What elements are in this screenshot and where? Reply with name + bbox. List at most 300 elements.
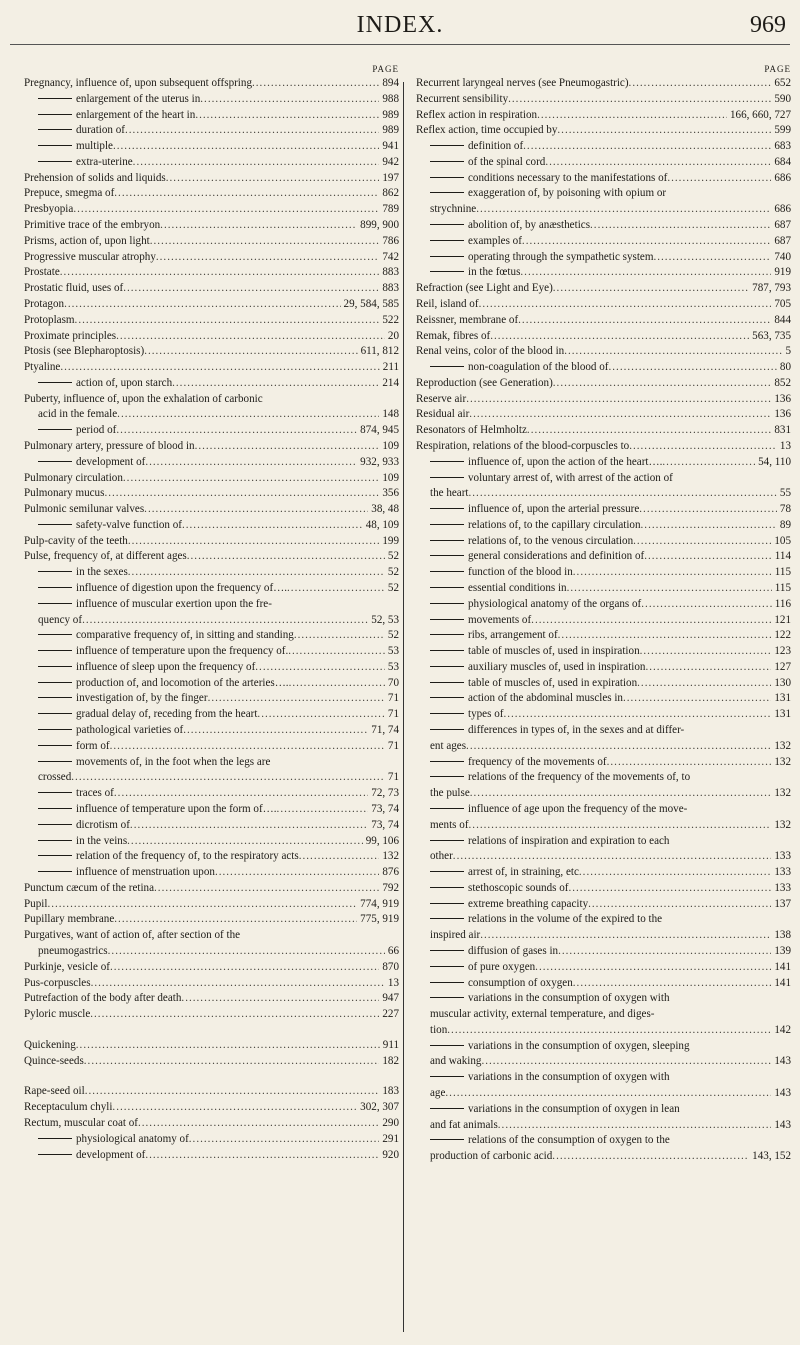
entry-text: Pupillary membrane bbox=[24, 913, 115, 926]
entry-text: Pupil bbox=[24, 897, 48, 910]
entry-page-ref: 66 bbox=[387, 944, 399, 957]
entry-line bbox=[416, 1039, 791, 1055]
entry-line bbox=[24, 818, 399, 834]
page-number: 969 bbox=[750, 12, 786, 38]
entry-text: Refraction (see Light and Eye) bbox=[416, 282, 553, 295]
entry-text: pathological varieties of bbox=[76, 724, 184, 737]
entry-text: physiological anatomy of the organs of bbox=[468, 597, 642, 610]
index-subentry bbox=[24, 123, 399, 139]
entry-text: Protoplasm bbox=[24, 313, 75, 326]
index-subentry bbox=[24, 423, 399, 439]
entry-line bbox=[24, 1054, 399, 1070]
index-subentry bbox=[24, 691, 399, 707]
index-subentry bbox=[416, 644, 791, 660]
index-entry bbox=[416, 297, 791, 313]
entry-text: physiological anatomy of bbox=[76, 1132, 189, 1145]
entry-text: function of the blood in bbox=[468, 566, 573, 579]
index-subentry bbox=[24, 849, 399, 865]
entry-text: voluntary arrest of, with arrest of the action of bbox=[468, 471, 673, 484]
entry-text: Purkinje, vesicle of bbox=[24, 960, 110, 973]
index-subentry bbox=[416, 549, 791, 565]
index-subentry bbox=[24, 644, 399, 660]
dot-leader bbox=[160, 218, 357, 234]
entry-line bbox=[24, 344, 399, 360]
index-subentry bbox=[416, 581, 791, 597]
entry-line bbox=[24, 502, 399, 518]
entry-page-ref: 705 bbox=[774, 297, 791, 310]
dot-leader bbox=[90, 1007, 379, 1023]
entry-text: multiple bbox=[76, 140, 113, 153]
index-subentry bbox=[416, 881, 791, 897]
entry-page-ref: 121 bbox=[774, 613, 791, 626]
entry-page-ref: 899, 900 bbox=[360, 219, 399, 232]
index-subentry bbox=[24, 676, 399, 692]
entry-text: auxiliary muscles of, used in inspiration bbox=[468, 660, 646, 673]
entry-line bbox=[416, 991, 791, 1007]
entry-page-ref: 132 bbox=[774, 787, 791, 800]
entry-line bbox=[416, 707, 791, 723]
subentry-dash bbox=[430, 508, 464, 509]
dot-leader bbox=[71, 770, 385, 786]
entry-page-ref: 687 bbox=[774, 234, 791, 247]
dot-leader bbox=[453, 849, 772, 865]
entry-line bbox=[416, 376, 791, 392]
dot-leader bbox=[110, 960, 379, 976]
entry-line bbox=[24, 392, 399, 408]
dot-leader bbox=[195, 439, 380, 455]
entry-page-ref: 80 bbox=[779, 361, 791, 374]
entry-text: definition of bbox=[468, 140, 524, 153]
index-entry bbox=[24, 392, 399, 424]
entry-text: relation of the frequency of, to the respiratory acts bbox=[76, 850, 299, 863]
dot-leader bbox=[629, 76, 772, 92]
entry-line bbox=[416, 960, 791, 976]
entry-line bbox=[24, 597, 399, 613]
dot-leader bbox=[522, 234, 771, 250]
entry-text: variations in the consumption of oxygen in lean bbox=[468, 1102, 680, 1115]
entry-page-ref: 142 bbox=[774, 1023, 791, 1036]
index-subentry bbox=[24, 723, 399, 739]
dot-leader bbox=[255, 660, 385, 676]
entry-page-ref: 356 bbox=[382, 487, 399, 500]
entry-line bbox=[24, 770, 399, 786]
entry-page-ref: 989 bbox=[382, 108, 399, 121]
dot-leader bbox=[573, 976, 772, 992]
entry-line bbox=[24, 108, 399, 124]
entry-page-ref: 52 bbox=[387, 582, 399, 594]
subentry-dash bbox=[38, 1138, 72, 1139]
header-rule bbox=[10, 44, 790, 45]
entry-text: Reflex action in respiration bbox=[416, 108, 538, 121]
index-subentry bbox=[24, 707, 399, 723]
dot-leader bbox=[288, 644, 385, 660]
entry-text: influence of digestion upon the frequency of…. bbox=[76, 582, 288, 594]
entry-line bbox=[416, 202, 791, 218]
entry-page-ref: 844 bbox=[774, 313, 791, 326]
entry-text: production of, and locomotion of the arteries…. bbox=[76, 676, 289, 689]
index-entry bbox=[416, 392, 791, 408]
entry-line bbox=[24, 865, 399, 881]
entry-text: Primitive trace of the embryon bbox=[24, 219, 161, 232]
entry-line bbox=[416, 329, 791, 345]
entry-page-ref: 89 bbox=[779, 518, 791, 531]
entry-text: Respiration, relations of the blood-corpuscles to bbox=[416, 439, 630, 452]
index-subentry bbox=[416, 502, 791, 518]
subentry-dash bbox=[430, 177, 464, 178]
subentry-dash bbox=[430, 950, 464, 951]
dot-leader bbox=[166, 171, 380, 187]
entry-line bbox=[416, 1118, 791, 1134]
index-subentry bbox=[416, 565, 791, 581]
entry-line bbox=[416, 723, 791, 739]
entry-line bbox=[416, 407, 791, 423]
subentry-dash bbox=[430, 461, 464, 462]
index-subentry bbox=[416, 471, 791, 503]
entry-line bbox=[24, 329, 399, 345]
entry-line bbox=[24, 628, 399, 644]
dot-leader bbox=[535, 960, 771, 976]
subentry-dash bbox=[430, 808, 464, 809]
entry-line bbox=[416, 155, 791, 171]
entry-line bbox=[24, 155, 399, 171]
entry-line bbox=[24, 92, 399, 108]
index-subentry bbox=[24, 865, 399, 881]
subentry-dash bbox=[38, 161, 72, 162]
index-column-left bbox=[24, 64, 399, 1163]
entry-line bbox=[24, 802, 399, 818]
entry-text: form of bbox=[76, 739, 110, 752]
entry-page-ref: 920 bbox=[382, 1148, 399, 1161]
entry-line bbox=[24, 250, 399, 266]
subentry-dash bbox=[430, 161, 464, 162]
entry-page-ref: 852 bbox=[774, 376, 791, 389]
entry-text: Prostate bbox=[24, 266, 60, 279]
entry-text: pneumogastrics bbox=[38, 944, 108, 957]
entry-line bbox=[24, 139, 399, 155]
index-subentry bbox=[416, 155, 791, 171]
entry-line bbox=[24, 76, 399, 92]
entry-line bbox=[24, 565, 399, 581]
dot-leader bbox=[523, 139, 771, 155]
dot-leader bbox=[633, 534, 771, 550]
dot-leader bbox=[60, 265, 380, 281]
index-subentry bbox=[416, 250, 791, 266]
entry-text: Reserve air bbox=[416, 392, 467, 405]
entry-text: enlargement of the heart in bbox=[76, 108, 196, 121]
entry-text: Residual air bbox=[416, 408, 470, 421]
dot-leader bbox=[187, 549, 385, 565]
entry-line bbox=[24, 723, 399, 739]
index-entry bbox=[24, 360, 399, 376]
entry-text: in the veins bbox=[76, 834, 128, 847]
dot-leader bbox=[653, 250, 771, 266]
entry-text: Recurrent laryngeal nerves (see Pneumogastric) bbox=[416, 77, 629, 89]
entry-line bbox=[416, 313, 791, 329]
entry-line bbox=[416, 1023, 791, 1039]
index-entry bbox=[416, 123, 791, 139]
entry-text: relations of inspiration and expiration to each bbox=[468, 834, 670, 847]
entry-page-ref: 136 bbox=[774, 392, 791, 405]
index-subentry bbox=[416, 676, 791, 692]
index-entry bbox=[416, 313, 791, 329]
entry-text: of the spinal cord bbox=[468, 155, 546, 168]
subentry-dash bbox=[430, 982, 464, 983]
index-entry bbox=[24, 329, 399, 345]
entry-page-ref: 611, 812 bbox=[360, 345, 399, 358]
entry-text: consumption of oxygen bbox=[468, 976, 573, 989]
entry-text: investigation of, by the finger bbox=[76, 692, 208, 705]
index-entry bbox=[416, 108, 791, 124]
dot-leader bbox=[73, 202, 379, 218]
dot-leader bbox=[123, 471, 379, 487]
entry-text: variations in the consumption of oxygen, sleeping bbox=[468, 1039, 690, 1052]
index-subentry bbox=[24, 597, 399, 629]
index-subentry bbox=[416, 834, 791, 866]
entry-line bbox=[24, 881, 399, 897]
entry-line bbox=[416, 802, 791, 818]
subentry-dash bbox=[430, 650, 464, 651]
entry-text: non-coagulation of the blood of bbox=[468, 361, 609, 374]
dot-leader bbox=[553, 281, 749, 297]
dot-leader bbox=[640, 644, 772, 660]
subentry-dash bbox=[38, 571, 72, 572]
entry-line bbox=[24, 534, 399, 550]
entry-text: Presbyopia bbox=[24, 203, 74, 216]
index-entry bbox=[24, 234, 399, 250]
index-subentry bbox=[24, 518, 399, 534]
dot-leader bbox=[557, 123, 771, 139]
entry-text: conditions necessary to the manifestations of bbox=[468, 171, 668, 184]
entry-text: influence of temperature upon the form of…. bbox=[76, 802, 277, 815]
entry-page-ref: 302, 307 bbox=[360, 1101, 399, 1114]
entry-text: age bbox=[430, 1087, 446, 1099]
entry-line bbox=[416, 281, 791, 297]
entry-page-ref: 883 bbox=[382, 282, 399, 295]
subentry-dash bbox=[430, 840, 464, 841]
dot-leader bbox=[470, 786, 772, 802]
entry-page-ref: 862 bbox=[382, 187, 399, 200]
entry-text: relations of the consumption of oxygen to the bbox=[468, 1134, 670, 1147]
entry-page-ref: 214 bbox=[382, 376, 399, 389]
subentry-dash bbox=[38, 871, 72, 872]
entry-line bbox=[24, 1038, 399, 1054]
subentry-dash bbox=[430, 603, 464, 604]
entry-line bbox=[24, 755, 399, 771]
dot-leader bbox=[181, 991, 379, 1007]
entry-page-ref: 131 bbox=[774, 708, 791, 721]
subentry-dash bbox=[430, 682, 464, 683]
dot-leader bbox=[564, 344, 782, 360]
dot-leader bbox=[84, 1054, 380, 1070]
dot-leader bbox=[112, 1100, 357, 1116]
entry-page-ref: 183 bbox=[382, 1085, 399, 1098]
index-subentry bbox=[416, 1102, 791, 1134]
entry-page-ref: 590 bbox=[774, 92, 791, 105]
dot-leader bbox=[114, 912, 357, 928]
entry-text: duration of bbox=[76, 124, 125, 137]
subentry-dash bbox=[38, 587, 72, 588]
entry-text: Recurrent sensibility bbox=[416, 92, 509, 105]
entry-page-ref: 199 bbox=[382, 534, 399, 547]
entry-line bbox=[24, 1148, 399, 1164]
index-subentry bbox=[24, 755, 399, 787]
index-entry bbox=[416, 92, 791, 108]
subentry-dash bbox=[430, 776, 464, 777]
dot-leader bbox=[573, 565, 772, 581]
index-subentry bbox=[416, 802, 791, 834]
entry-line bbox=[416, 108, 791, 124]
dot-leader bbox=[537, 108, 727, 124]
entry-text: relations in the volume of the expired to the bbox=[468, 913, 663, 926]
subentry-dash bbox=[38, 524, 72, 525]
entry-page-ref: 133 bbox=[774, 866, 791, 879]
entry-text: Rape-seed oil bbox=[24, 1085, 85, 1098]
dot-leader bbox=[130, 818, 368, 834]
index-entry bbox=[416, 281, 791, 297]
entry-line bbox=[416, 628, 791, 644]
entry-page-ref: 563, 735 bbox=[752, 329, 791, 342]
index-entry bbox=[24, 1116, 399, 1132]
entry-line bbox=[416, 834, 791, 850]
entry-text: Purgatives, want of action of, after section of the bbox=[24, 929, 241, 942]
entry-text: relations of the frequency of the movements of, to bbox=[468, 771, 691, 784]
entry-line bbox=[416, 597, 791, 613]
entry-text: Reil, island of bbox=[416, 297, 479, 310]
entry-page-ref: 38, 48 bbox=[371, 503, 399, 516]
entry-text: Pulmonary artery, pressure of blood in bbox=[24, 439, 195, 452]
index-subentry bbox=[24, 92, 399, 108]
dot-leader bbox=[520, 265, 771, 281]
dot-leader bbox=[645, 660, 771, 676]
index-entry bbox=[24, 976, 399, 992]
entry-line bbox=[416, 392, 791, 408]
entry-line bbox=[416, 92, 791, 108]
entry-line bbox=[24, 928, 399, 944]
entry-text: inspired air bbox=[430, 929, 481, 942]
entry-page-ref: 71 bbox=[387, 692, 399, 705]
subentry-dash bbox=[430, 192, 464, 193]
entry-line bbox=[416, 944, 791, 960]
entry-line bbox=[24, 960, 399, 976]
entry-line bbox=[416, 818, 791, 834]
entry-page-ref: 71 bbox=[387, 708, 399, 721]
index-entry bbox=[416, 344, 791, 360]
index-entry bbox=[24, 928, 399, 960]
entry-page-ref: 522 bbox=[382, 313, 399, 326]
entry-text: period of bbox=[76, 424, 117, 437]
subentry-dash bbox=[430, 587, 464, 588]
index-entry bbox=[24, 313, 399, 329]
dot-leader bbox=[609, 360, 777, 376]
entry-text: Receptaculum chyli bbox=[24, 1101, 113, 1114]
entry-line bbox=[24, 423, 399, 439]
index-entry bbox=[24, 549, 399, 565]
entry-page-ref: 20 bbox=[387, 329, 399, 342]
index-subentry bbox=[24, 376, 399, 392]
entry-text: influence of temperature upon the frequency of. bbox=[76, 645, 289, 658]
entry-line bbox=[24, 660, 399, 676]
dot-leader bbox=[117, 407, 379, 423]
entry-line bbox=[24, 739, 399, 755]
running-title: INDEX. bbox=[356, 12, 444, 38]
entry-text: influence of menstruation upon bbox=[76, 866, 215, 879]
entry-text: quency of bbox=[38, 613, 83, 626]
entry-line bbox=[416, 581, 791, 597]
entry-text: influence of muscular exertion upon the fre- bbox=[76, 597, 272, 610]
entry-page-ref: 109 bbox=[382, 439, 399, 452]
subentry-dash bbox=[38, 650, 72, 651]
entry-line bbox=[24, 1084, 399, 1100]
entry-text: relations of, to the venous circulation bbox=[468, 534, 634, 547]
entry-line bbox=[24, 912, 399, 928]
entry-text: table of muscles of, used in expiration bbox=[468, 676, 638, 689]
index-entry bbox=[24, 344, 399, 360]
entry-line bbox=[24, 613, 399, 629]
dot-leader bbox=[75, 313, 380, 329]
entry-text: Pyloric muscle bbox=[24, 1008, 91, 1021]
entry-page-ref: 932, 933 bbox=[360, 455, 399, 468]
entry-page-ref: 105 bbox=[774, 534, 791, 547]
entry-page-ref: 53 bbox=[387, 660, 399, 673]
entry-line bbox=[24, 834, 399, 850]
entry-text: abolition of, by anæsthetics bbox=[468, 219, 591, 232]
entry-text: traces of bbox=[76, 787, 114, 800]
entry-text: frequency of the movements of bbox=[468, 755, 607, 768]
entry-page-ref: 139 bbox=[774, 944, 791, 957]
entry-page-ref: 941 bbox=[382, 140, 399, 153]
dot-leader bbox=[552, 1149, 749, 1165]
entry-text: operating through the sympathetic system bbox=[468, 250, 654, 263]
dot-leader bbox=[200, 92, 379, 108]
index-subentry bbox=[416, 976, 791, 992]
entry-text: Pulmonary circulation bbox=[24, 471, 123, 484]
subentry-dash bbox=[38, 129, 72, 130]
entry-line bbox=[24, 407, 399, 423]
entry-page-ref: 99, 106 bbox=[365, 834, 399, 847]
index-subentry bbox=[24, 1132, 399, 1148]
entry-line bbox=[24, 171, 399, 187]
dot-leader bbox=[215, 865, 379, 881]
entry-line bbox=[416, 265, 791, 281]
index-entry bbox=[24, 439, 399, 455]
subentry-dash bbox=[430, 871, 464, 872]
entry-text: Prisms, action of, upon light bbox=[24, 234, 150, 247]
entry-page-ref: 132 bbox=[774, 739, 791, 752]
entry-text: action of, upon starch bbox=[76, 376, 173, 389]
entry-line bbox=[24, 1100, 399, 1116]
entry-text: crossed bbox=[38, 771, 72, 784]
subentry-dash bbox=[38, 461, 72, 462]
dot-leader bbox=[553, 376, 772, 392]
dot-leader bbox=[480, 928, 771, 944]
dot-leader bbox=[466, 739, 771, 755]
entry-text: ments of bbox=[430, 818, 469, 831]
dot-leader bbox=[144, 344, 357, 360]
entry-text: influence of age upon the frequency of the move- bbox=[468, 802, 688, 815]
entry-page-ref: 599 bbox=[774, 124, 791, 137]
entry-text: relations of, to the capillary circulation bbox=[468, 518, 641, 531]
index-subentry bbox=[24, 139, 399, 155]
index-entry bbox=[416, 329, 791, 345]
entry-line bbox=[416, 486, 791, 502]
index-entry bbox=[416, 423, 791, 439]
subentry-dash bbox=[430, 887, 464, 888]
entry-page-ref: 115 bbox=[774, 566, 791, 579]
dot-leader bbox=[637, 676, 771, 692]
entry-line bbox=[24, 1116, 399, 1132]
entry-page-ref: 919 bbox=[774, 266, 791, 279]
entry-text: Reflex action, time occupied by bbox=[416, 124, 558, 137]
